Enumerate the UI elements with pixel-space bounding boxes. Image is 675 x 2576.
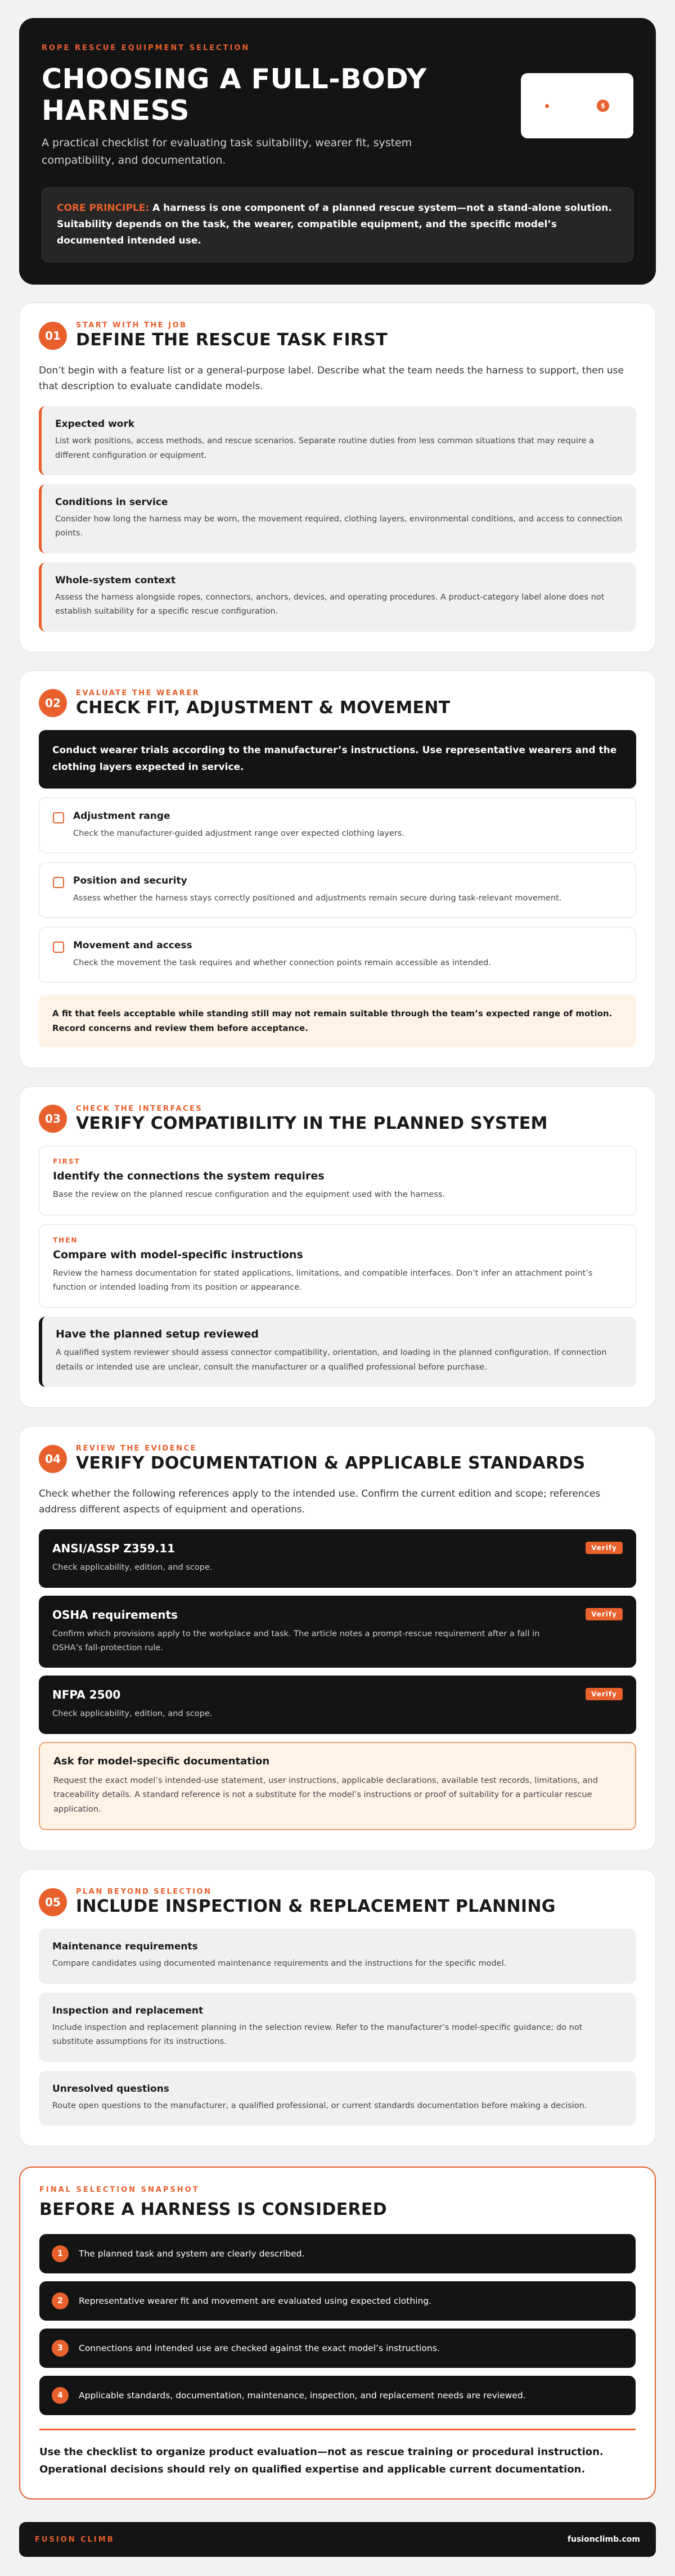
fit-note: A fit that feels acceptable while standing still may not remain suitable through the team’s expected range of motion. Record concerns and review them before acceptance. — [39, 995, 636, 1047]
section-kicker: EVALUATE THE WEARER — [76, 688, 200, 697]
list-item — [39, 484, 636, 553]
snapshot-item — [39, 2234, 636, 2273]
principle-text: A harness is one component of a planned rescue system—not a stand-alone solution. Suitability depends on the task, the wearer, compatible equipment, and the specific model’s documented intended use. — [57, 202, 612, 247]
item-title: Compare with model-specific instructions — [53, 1248, 303, 1261]
snapshot-item — [39, 2376, 636, 2415]
section-title: VERIFY DOCUMENTATION & APPLICABLE STANDARDS — [76, 1453, 586, 1474]
standard-text: Check applicability, edition, and scope. — [52, 1709, 213, 1719]
checklist-item — [39, 862, 636, 918]
section-documentation — [19, 1426, 656, 1851]
checkbox[interactable] — [53, 877, 64, 888]
item-text: Applicable standards, documentation, maintenance, inspection, and replacement needs are reviewed. — [79, 2390, 526, 2401]
item-title: Expected work — [55, 418, 135, 430]
step-card — [39, 1224, 636, 1308]
list-item — [39, 562, 636, 632]
standard-title: OSHA requirements — [52, 1607, 178, 1622]
wearer-trial-banner: Conduct wearer trials according to the manufacturer’s instructions. Use representative wearers and the clothing layers expected in service. — [39, 730, 636, 789]
checkbox[interactable] — [53, 812, 64, 823]
item-text: List work positions, access methods, and rescue scenarios. Separate routine duties from less common situations that may require a different configuration or equipment. — [55, 436, 594, 460]
standard-card — [39, 1529, 636, 1587]
item-text: Representative wearer fit and movement are evaluated using expected clothing. — [79, 2295, 432, 2306]
item-text: Base the review on the planned rescue configuration and the equipment used with the harness. — [53, 1190, 446, 1200]
section-intro: Don’t begin with a feature list or a general-purpose label. Describe what the team needs the harness to support, then use that description to evaluate candidate models. — [39, 364, 624, 393]
item-title: Movement and access — [73, 939, 192, 951]
item-number: 3 — [52, 2340, 69, 2357]
footer — [19, 2522, 656, 2557]
section-number: 02 — [39, 689, 67, 717]
list-item — [39, 1929, 636, 1983]
snapshot-footnote: Use the checklist to organize product evaluation—not as rescue training or procedural instruction. Operational decisions should rely on qualified expertise and applicable current documentation. — [39, 2429, 636, 2478]
item-text: Assess whether the harness stays correctly positioned and adjustments remain secure during task-relevant movement. — [73, 893, 562, 903]
standard-title: NFPA 2500 — [52, 1688, 121, 1702]
section-inspection — [19, 1869, 656, 2146]
site-link[interactable]: fusionclimb.com — [567, 2535, 640, 2545]
item-text: Route open questions to the manufacturer, a qualified professional, or current standards documentation before making a decision. — [52, 2101, 587, 2110]
section-number: 01 — [39, 322, 67, 350]
standard-text: Check applicability, edition, and scope. — [52, 1563, 213, 1573]
section-header — [39, 321, 636, 350]
item-text: The planned task and system are clearly described. — [79, 2248, 305, 2259]
item-number: 2 — [52, 2293, 69, 2309]
list-item — [39, 1993, 636, 2062]
step-card — [39, 1317, 636, 1387]
badge-icon: $ — [597, 100, 609, 112]
item-number: 1 — [52, 2245, 69, 2262]
hero — [19, 18, 656, 285]
item-title: Identify the connections the system requires — [53, 1170, 325, 1183]
section-title: CHECK FIT, ADJUSTMENT & MOVEMENT — [76, 697, 451, 718]
dot-icon — [545, 104, 549, 108]
step-list — [39, 1146, 636, 1387]
verify-badge: Verify — [586, 1608, 623, 1620]
section-header — [39, 1444, 636, 1474]
verify-badge: Verify — [586, 1542, 623, 1554]
hero-subtitle: A practical checklist for evaluating task suitability, wearer fit, system compatibility, and documentation. — [42, 136, 412, 167]
snapshot-title: BEFORE A HARNESS IS CONSIDERED — [39, 2199, 387, 2219]
section-check-fit — [19, 670, 656, 1068]
item-text: Review the harness documentation for stated applications, limitations, and compatible interfaces. Don’t infer an attachment point’s function or intended loading from its position or appearance. — [53, 1268, 593, 1292]
item-title: Inspection and replacement — [52, 2005, 204, 2016]
item-text: A qualified system reviewer should assess connector compatibility, orientation, and loading in the planned configuration. If connection details or intended use are unclear, consult the manufacturer or a qualified professional before purchase. — [56, 1348, 607, 1372]
hero-graphic — [521, 73, 633, 138]
section-intro: Check whether the following references apply to the intended use. Confirm the current edition and scope; references address different aspects of equipment and operations. — [39, 1488, 601, 1516]
standard-card — [39, 1596, 636, 1668]
page-title: CHOOSING A FULL-BODY HARNESS — [42, 63, 427, 127]
item-text: Check the movement the task requires and whether connection points remain accessible as intended. — [73, 958, 491, 967]
section-header — [39, 1888, 636, 1917]
brand-logo[interactable]: FUSION CLIMB — [35, 2535, 115, 2544]
standard-title: ANSI/ASSP Z359.11 — [52, 1542, 176, 1556]
item-text: Compare candidates using documented maintenance requirements and the instructions for the specific model. — [52, 1959, 507, 1969]
section-title: DEFINE THE RESCUE TASK FIRST — [76, 330, 388, 350]
section-kicker: PLAN BEYOND SELECTION — [76, 1887, 212, 1896]
item-title: Have the planned setup reviewed — [56, 1328, 259, 1341]
item-text: Check the manufacturer-guided adjustment range over expected clothing layers. — [73, 828, 404, 838]
item-number: 4 — [52, 2387, 69, 2404]
final-snapshot — [19, 2167, 656, 2500]
standard-card — [39, 1676, 636, 1733]
step-tag: FIRST — [53, 1158, 80, 1166]
item-text: Include inspection and replacement planning in the selection review. Refer to the manufacturer’s model-specific guidance; do not substitute assumptions for its instructions. — [52, 2023, 583, 2047]
item-title: Maintenance requirements — [52, 1941, 198, 1953]
snapshot-item — [39, 2329, 636, 2368]
documentation-request — [39, 1742, 636, 1830]
section-header — [39, 1105, 636, 1134]
snapshot-item — [39, 2281, 636, 2321]
item-text: Consider how long the harness may be worn, the movement required, clothing layers, environmental conditions, and access to connection points. — [55, 515, 623, 538]
snapshot-kicker: FINAL SELECTION SNAPSHOT — [39, 2185, 200, 2194]
checklist-item — [39, 927, 636, 983]
section-kicker: REVIEW THE EVIDENCE — [76, 1444, 197, 1453]
item-title: Whole-system context — [55, 574, 176, 586]
section-title: INCLUDE INSPECTION & REPLACEMENT PLANNING — [76, 1896, 556, 1916]
item-text: Connections and intended use are checked against the exact model’s instructions. — [79, 2343, 440, 2353]
section-title: VERIFY COMPATIBILITY IN THE PLANNED SYSTEM — [76, 1113, 548, 1133]
list-item — [39, 2071, 636, 2125]
item-title: Position and security — [73, 875, 187, 886]
item-title: Unresolved questions — [52, 2083, 169, 2095]
section-compatibility — [19, 1086, 656, 1408]
core-principle — [42, 187, 633, 262]
section-kicker: CHECK THE INTERFACES — [76, 1104, 203, 1113]
item-text: Assess the harness alongside ropes, connectors, anchors, devices, and operating procedures. A product-category label alone does not establish suitability for a specific rescue configuration. — [55, 592, 605, 616]
standard-text: Confirm which provisions apply to the workplace and task. The article notes a prompt-rescue requirement after a fall in OSHA’s fall-protection rule. — [52, 1629, 540, 1653]
item-title: Conditions in service — [55, 497, 168, 508]
checkbox[interactable] — [53, 942, 64, 953]
section-define-task — [19, 303, 656, 652]
step-tag: THEN — [53, 1236, 78, 1244]
section-header — [39, 689, 636, 718]
hero-eyebrow: ROPE RESCUE EQUIPMENT SELECTION — [42, 44, 250, 52]
checklist-item — [39, 798, 636, 853]
section-number: 04 — [39, 1445, 67, 1473]
step-card — [39, 1146, 636, 1215]
list-item — [39, 406, 636, 475]
section-number: 05 — [39, 1888, 67, 1916]
principle-lead: CORE PRINCIPLE: — [57, 202, 150, 214]
section-kicker: START WITH THE JOB — [76, 321, 187, 330]
verify-badge: Verify — [586, 1688, 623, 1700]
item-title: Adjustment range — [73, 810, 170, 822]
item-title: Ask for model-specific documentation — [53, 1755, 270, 1767]
section-number: 03 — [39, 1105, 67, 1133]
item-text: Request the exact model’s intended-use statement, user instructions, applicable declarations, available test records, limitations, and traceability details. A standard reference is not a substitute for the model’s instructions or proof of suitability for a particular rescue application. — [53, 1776, 598, 1814]
